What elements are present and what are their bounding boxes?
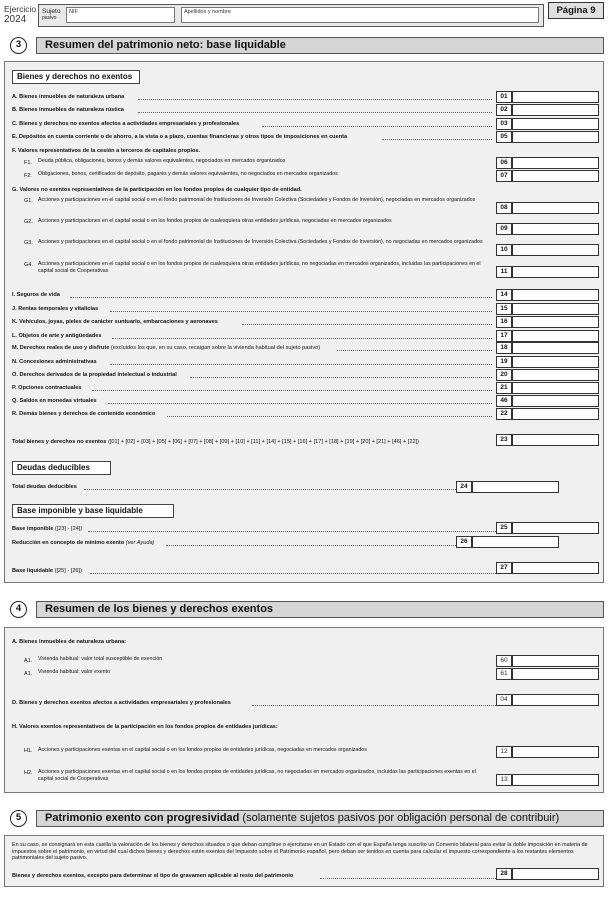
casilla-01-code: 01: [496, 91, 512, 103]
section-3-number: 3: [10, 37, 27, 54]
s3-g-label: Acciones y participaciones en el capital social o en el fondo patrimonial de Instituciones de Inversión Colectiva (Sociedades y Fondos de Inversión), no negociadas en mercados organizados: [38, 239, 483, 245]
casilla-11-input[interactable]: [512, 266, 599, 278]
casilla-19-input[interactable]: [512, 356, 599, 368]
s3-f-row: [12, 157, 492, 169]
s3-ir-text: R. Demás bienes y derechos de contenido económico: [12, 411, 156, 417]
casilla-26-input[interactable]: [472, 536, 559, 548]
casilla-01-input[interactable]: [512, 91, 599, 103]
s3-ae-row: [12, 91, 492, 103]
s3-ir-text: I. Seguros de vida: [12, 292, 60, 298]
casilla-07-code: 07: [496, 170, 512, 182]
s4-d-row: [12, 697, 496, 709]
casilla-10-input[interactable]: [512, 244, 599, 256]
base-liquidable-formula: ([25] - [26]): [53, 568, 82, 574]
s3-ir-row: [12, 382, 492, 394]
deudas-deducibles-title: Deudas deducibles: [12, 461, 111, 475]
s3-ae-text: B. Bienes inmuebles de naturaleza rústica: [12, 107, 124, 113]
s4-h-label: Acciones y participaciones exentas en el capital social o en los fondos propios de entidades jurídicas, negociadas en mercados organizados: [38, 747, 367, 753]
casilla-24-input[interactable]: [472, 481, 559, 493]
s3-ir-text: Q. Saldos en monedas virtuales: [12, 398, 97, 404]
section-3-title: Resumen del patrimonio neto: base liquidable: [36, 37, 604, 54]
s3-ir-label: [12, 306, 98, 313]
casilla-09-input[interactable]: [512, 223, 599, 235]
base-imponible-label: Base imponible: [12, 526, 54, 532]
s3-ir-label: [12, 333, 102, 340]
s3-ae-text: A. Bienes inmuebles de naturaleza urbana: [12, 94, 125, 100]
section-4-number: 4: [10, 601, 27, 618]
s4-a-row: [12, 668, 492, 680]
casilla-22-input[interactable]: [512, 408, 599, 420]
nif-label: NIF: [69, 9, 78, 15]
section-4-title: Resumen de los bienes y derechos exentos: [36, 601, 604, 618]
s3-ae-label: [12, 121, 239, 128]
casilla-28-input[interactable]: [512, 868, 599, 880]
casilla-06-input[interactable]: [512, 157, 599, 169]
s3-g-prefix: G2.: [24, 219, 33, 225]
section-5-number: 5: [10, 810, 27, 827]
s3-g-row: [12, 196, 492, 214]
s3-f-prefix: F2.: [24, 173, 32, 179]
casilla-16-code: 16: [496, 316, 512, 328]
casilla-12-input[interactable]: [512, 746, 599, 758]
s3-f-label: Deuda pública, obligaciones, bonos y demás valores equivalentes, negociados en mercados organizados: [38, 158, 286, 164]
casilla-60-code: 60: [496, 655, 512, 667]
s3-g-row: [12, 238, 492, 256]
s4-a-header: A. Bienes inmuebles de naturaleza urbana:: [12, 639, 127, 645]
s3-ir-row: [12, 289, 492, 301]
g-header: G. Valores no exentos representativos de la participación en los fondos propios de cualquier tipo de entidad.: [12, 187, 302, 193]
casilla-18-input[interactable]: [512, 342, 599, 354]
casilla-10-code: 10: [496, 244, 512, 256]
section-5-note: En su caso, se consignará en esta casilla la valoración de los bienes y derechos situados o que deban cumplirse o ejercitarse en un Estado con el que España tenga suscrito un Convenio bilateral para evitar la doble imposición en materia de impuestos sobre el patrimonio, en virtud del cual dichos bienes y derechos estén exentos del Impuesto sobre el Patrimonio español, pero deban ser tenidos en cuenta para calcular el impuesto correspondiente a los restantes elementos patrimoniales del sujeto pasivo.: [12, 842, 588, 861]
casilla-15-input[interactable]: [512, 303, 599, 315]
s4-h-row: [12, 768, 492, 786]
s3-ir-text: L. Objetos de arte y antigüedades: [12, 333, 102, 339]
s3-ir-label: [12, 359, 97, 366]
casilla-09-code: 09: [496, 223, 512, 235]
casilla-18-code: 18: [496, 342, 512, 354]
s3-ir-row: [12, 330, 492, 342]
casilla-60-input[interactable]: [512, 655, 599, 667]
base-imponible-title: Base imponible y base liquidable: [12, 504, 174, 518]
s3-ir-row: [12, 316, 492, 328]
s3-ir-label: [12, 292, 60, 299]
ejercicio-block: [4, 4, 36, 26]
s3-ae-row: [12, 118, 492, 130]
casilla-02-code: 02: [496, 104, 512, 116]
s5-label: Bienes y derechos exentos, excepto para determinar el tipo de gravamen aplicable al resto del patrimonio: [12, 873, 294, 879]
section-5-title: [36, 810, 604, 827]
casilla-14-code: 14: [496, 289, 512, 301]
casilla-23-code: 23: [496, 434, 512, 446]
s5-row: [12, 870, 496, 882]
casilla-17-input[interactable]: [512, 330, 599, 342]
casilla-22-code: 22: [496, 408, 512, 420]
s3-ir-label: [12, 345, 320, 352]
s3-ir-note: (excluidos los que, en su caso, recaigan sobre la vivienda habitual del sujeto pasivo): [109, 345, 321, 351]
base-imponible-row: [12, 523, 496, 535]
total-bienes-formula: ([01] + [02] + [03] + [05] + [06] + [07] + [08] + [09] + [10] + [11] + [14] + [15] + [16] + [17] + [18] + [19] + [20] + [21] + [46] + [22]): [106, 439, 419, 445]
total-deudas-label: Total deudas deducibles: [12, 484, 77, 490]
reduccion-note: (ver Ayuda): [124, 540, 155, 546]
s3-ir-label: [12, 319, 218, 326]
casilla-61-input[interactable]: [512, 668, 599, 680]
s4-a-row: [12, 655, 492, 667]
s3-ir-row: [12, 342, 492, 354]
nif-field[interactable]: [66, 7, 175, 23]
s4-h-header: H. Valores exentos representativos de la participación en los fondos propios de entidades jurídicas:: [12, 724, 278, 730]
casilla-04-input[interactable]: [512, 694, 599, 706]
casilla-02-input[interactable]: [512, 104, 599, 116]
casilla-46-input[interactable]: [512, 395, 599, 407]
casilla-25-input[interactable]: [512, 522, 599, 534]
s3-ir-text: K. Vehículos, joyas, pieles de carácter suntuario, embarcaciones y aeronaves: [12, 319, 218, 325]
casilla-07-input[interactable]: [512, 170, 599, 182]
s3-ir-text: N. Concesiones administrativas: [12, 359, 97, 365]
page-number: Página 9: [548, 2, 604, 19]
s4-h-prefix: H2.: [24, 770, 33, 776]
casilla-17-code: 17: [496, 330, 512, 342]
s3-f-row: [12, 170, 492, 182]
bienes-no-exentos-title: Bienes y derechos no exentos: [12, 70, 140, 84]
s3-g-prefix: G1.: [24, 198, 33, 204]
casilla-19-code: 19: [496, 356, 512, 368]
casilla-15-code: 15: [496, 303, 512, 315]
s3-g-prefix: G3.: [24, 240, 33, 246]
casilla-21-code: 21: [496, 382, 512, 394]
ejercicio-label: Ejercicio: [4, 4, 37, 14]
s3-ir-text: P. Opciones contractuales: [12, 385, 82, 391]
casilla-05-code: 05: [496, 131, 512, 143]
casilla-12-code: 12: [496, 746, 512, 758]
casilla-11-code: 11: [496, 266, 512, 278]
section-5-title-note: (solamente sujetos pasivos por obligación personal de contribuir): [239, 812, 560, 824]
s4-a-label: Vivienda habitual: valor exento: [38, 669, 111, 675]
s3-ae-row: [12, 104, 492, 116]
casilla-20-code: 20: [496, 369, 512, 381]
casilla-27-input[interactable]: [512, 562, 599, 574]
s3-ae-label: [12, 94, 124, 101]
casilla-13-code: 13: [496, 774, 512, 786]
s4-d-label: D. Bienes y derechos exentos afectos a actividades empresariales y profesionales: [12, 700, 231, 706]
apellidos-nombre-label: Apellidos y nombre: [184, 9, 231, 15]
s3-ir-text: M. Derechos reales de uso y disfrute: [12, 345, 110, 351]
casilla-04-code: 04: [496, 694, 512, 706]
s3-g-row: [12, 217, 492, 235]
s3-ir-row: [12, 356, 492, 368]
s3-ir-label: [12, 385, 82, 392]
section-5-title-text: Patrimonio exento con progresividad: [45, 812, 240, 824]
apellidos-nombre-field[interactable]: [181, 7, 539, 23]
casilla-08-input[interactable]: [512, 202, 599, 214]
casilla-61-code: 61: [496, 668, 512, 680]
casilla-23-input[interactable]: [512, 434, 599, 446]
s3-ir-row: [12, 395, 492, 407]
s4-a-prefix: A1.: [24, 658, 33, 664]
casilla-14-input[interactable]: [512, 289, 599, 301]
s3-ir-label: [12, 372, 177, 379]
casilla-25-code: 25: [496, 522, 512, 534]
s3-g-label: Acciones y participaciones en el capital social o en el fondo patrimonial de Instituciones de Inversión Colectiva (Sociedades y Fondos de Inversión), negociadas en mercados organizados: [38, 197, 476, 203]
s3-f-label: Obligaciones, bonos, certificados de depósito, pagarés y demás valores equivalentes, no negociados en mercados organizados: [38, 171, 338, 177]
s4-h-prefix: H1.: [24, 748, 33, 754]
s4-h-label: Acciones y participaciones exentas en el capital social o en los fondos propios de entidades jurídicas, no negociadas en mercados organizados, incluidas las participaciones exentas en el capital social de Cooperativas: [38, 769, 476, 782]
s3-ir-row: [12, 303, 492, 315]
base-imponible-formula: ([23] - [24]): [53, 526, 83, 532]
s3-f-prefix: F1.: [24, 160, 32, 166]
casilla-24-code: 24: [456, 481, 472, 493]
s3-g-prefix: G4.: [24, 262, 33, 268]
s3-ae-text: C. Bienes y derechos no exentos afectos a actividades empresariales y profesionales: [12, 121, 240, 127]
s3-g-label: Acciones y participaciones en el capital social o en los fondos propios de cualesquiera otras entidades jurídicas, no negociadas en mercados organizados, incluidas las participaciones en el capital social de Cooperativas: [38, 261, 481, 274]
sujeto-pasivo-label: [42, 8, 60, 22]
casilla-08-code: 08: [496, 202, 512, 214]
total-bienes-label: Total bienes y derechos no exentos: [12, 439, 107, 445]
casilla-46-code: 46: [496, 395, 512, 407]
s3-ir-text: O. Derechos derivados de la propiedad intelectual o industrial: [12, 372, 177, 378]
s3-ir-row: [12, 369, 492, 381]
casilla-27-code: 27: [496, 562, 512, 574]
s3-ir-text: J. Rentas temporales y vitalicias: [12, 306, 99, 312]
total-deudas-row: [12, 481, 456, 493]
casilla-26-code: 26: [456, 536, 472, 548]
casilla-05-input[interactable]: [512, 131, 599, 143]
s3-ae-label: [12, 134, 347, 141]
s3-ir-label: [12, 411, 155, 418]
sujeto-label: Sujeto: [42, 8, 61, 15]
casilla-03-input[interactable]: [512, 118, 599, 130]
casilla-20-input[interactable]: [512, 369, 599, 381]
casilla-28-code: 28: [496, 868, 512, 880]
casilla-06-code: 06: [496, 157, 512, 169]
s4-a-prefix: A1.: [24, 671, 33, 677]
s3-ir-row: [12, 408, 492, 420]
s3-g-row: [12, 260, 492, 278]
s3-ir-label: [12, 398, 97, 405]
base-liquidable-row: [12, 565, 496, 577]
s4-h-row: [12, 746, 492, 758]
reduccion-label: Reducción en concepto de mínimo exento: [12, 540, 125, 546]
ejercicio-year: 2024: [4, 14, 27, 25]
s3-ae-text: E. Depósitos en cuenta corriente o de ahorro, a la vista o a plazo, cuentas financieras y otros tipos de imposiciones en cuenta: [12, 134, 348, 140]
casilla-03-code: 03: [496, 118, 512, 130]
reduccion-row: [12, 537, 456, 549]
s3-g-label: Acciones y participaciones en el capital social o en los fondos propios de cualesquiera otras entidades jurídicas, negociadas en mercados organizados: [38, 218, 392, 224]
s3-ae-row: [12, 131, 492, 143]
casilla-21-input[interactable]: [512, 382, 599, 394]
s3-ae-label: [12, 107, 124, 114]
pasivo-label: pasivo: [42, 15, 57, 21]
s4-a-label: Vivienda habitual: valor total susceptible de exención: [38, 656, 163, 662]
casilla-16-input[interactable]: [512, 316, 599, 328]
base-liquidable-label: Base liquidable: [12, 568, 54, 574]
casilla-13-input[interactable]: [512, 774, 599, 786]
f-header: F. Valores representativos de la cesión a terceros de capitales propios.: [12, 148, 201, 154]
